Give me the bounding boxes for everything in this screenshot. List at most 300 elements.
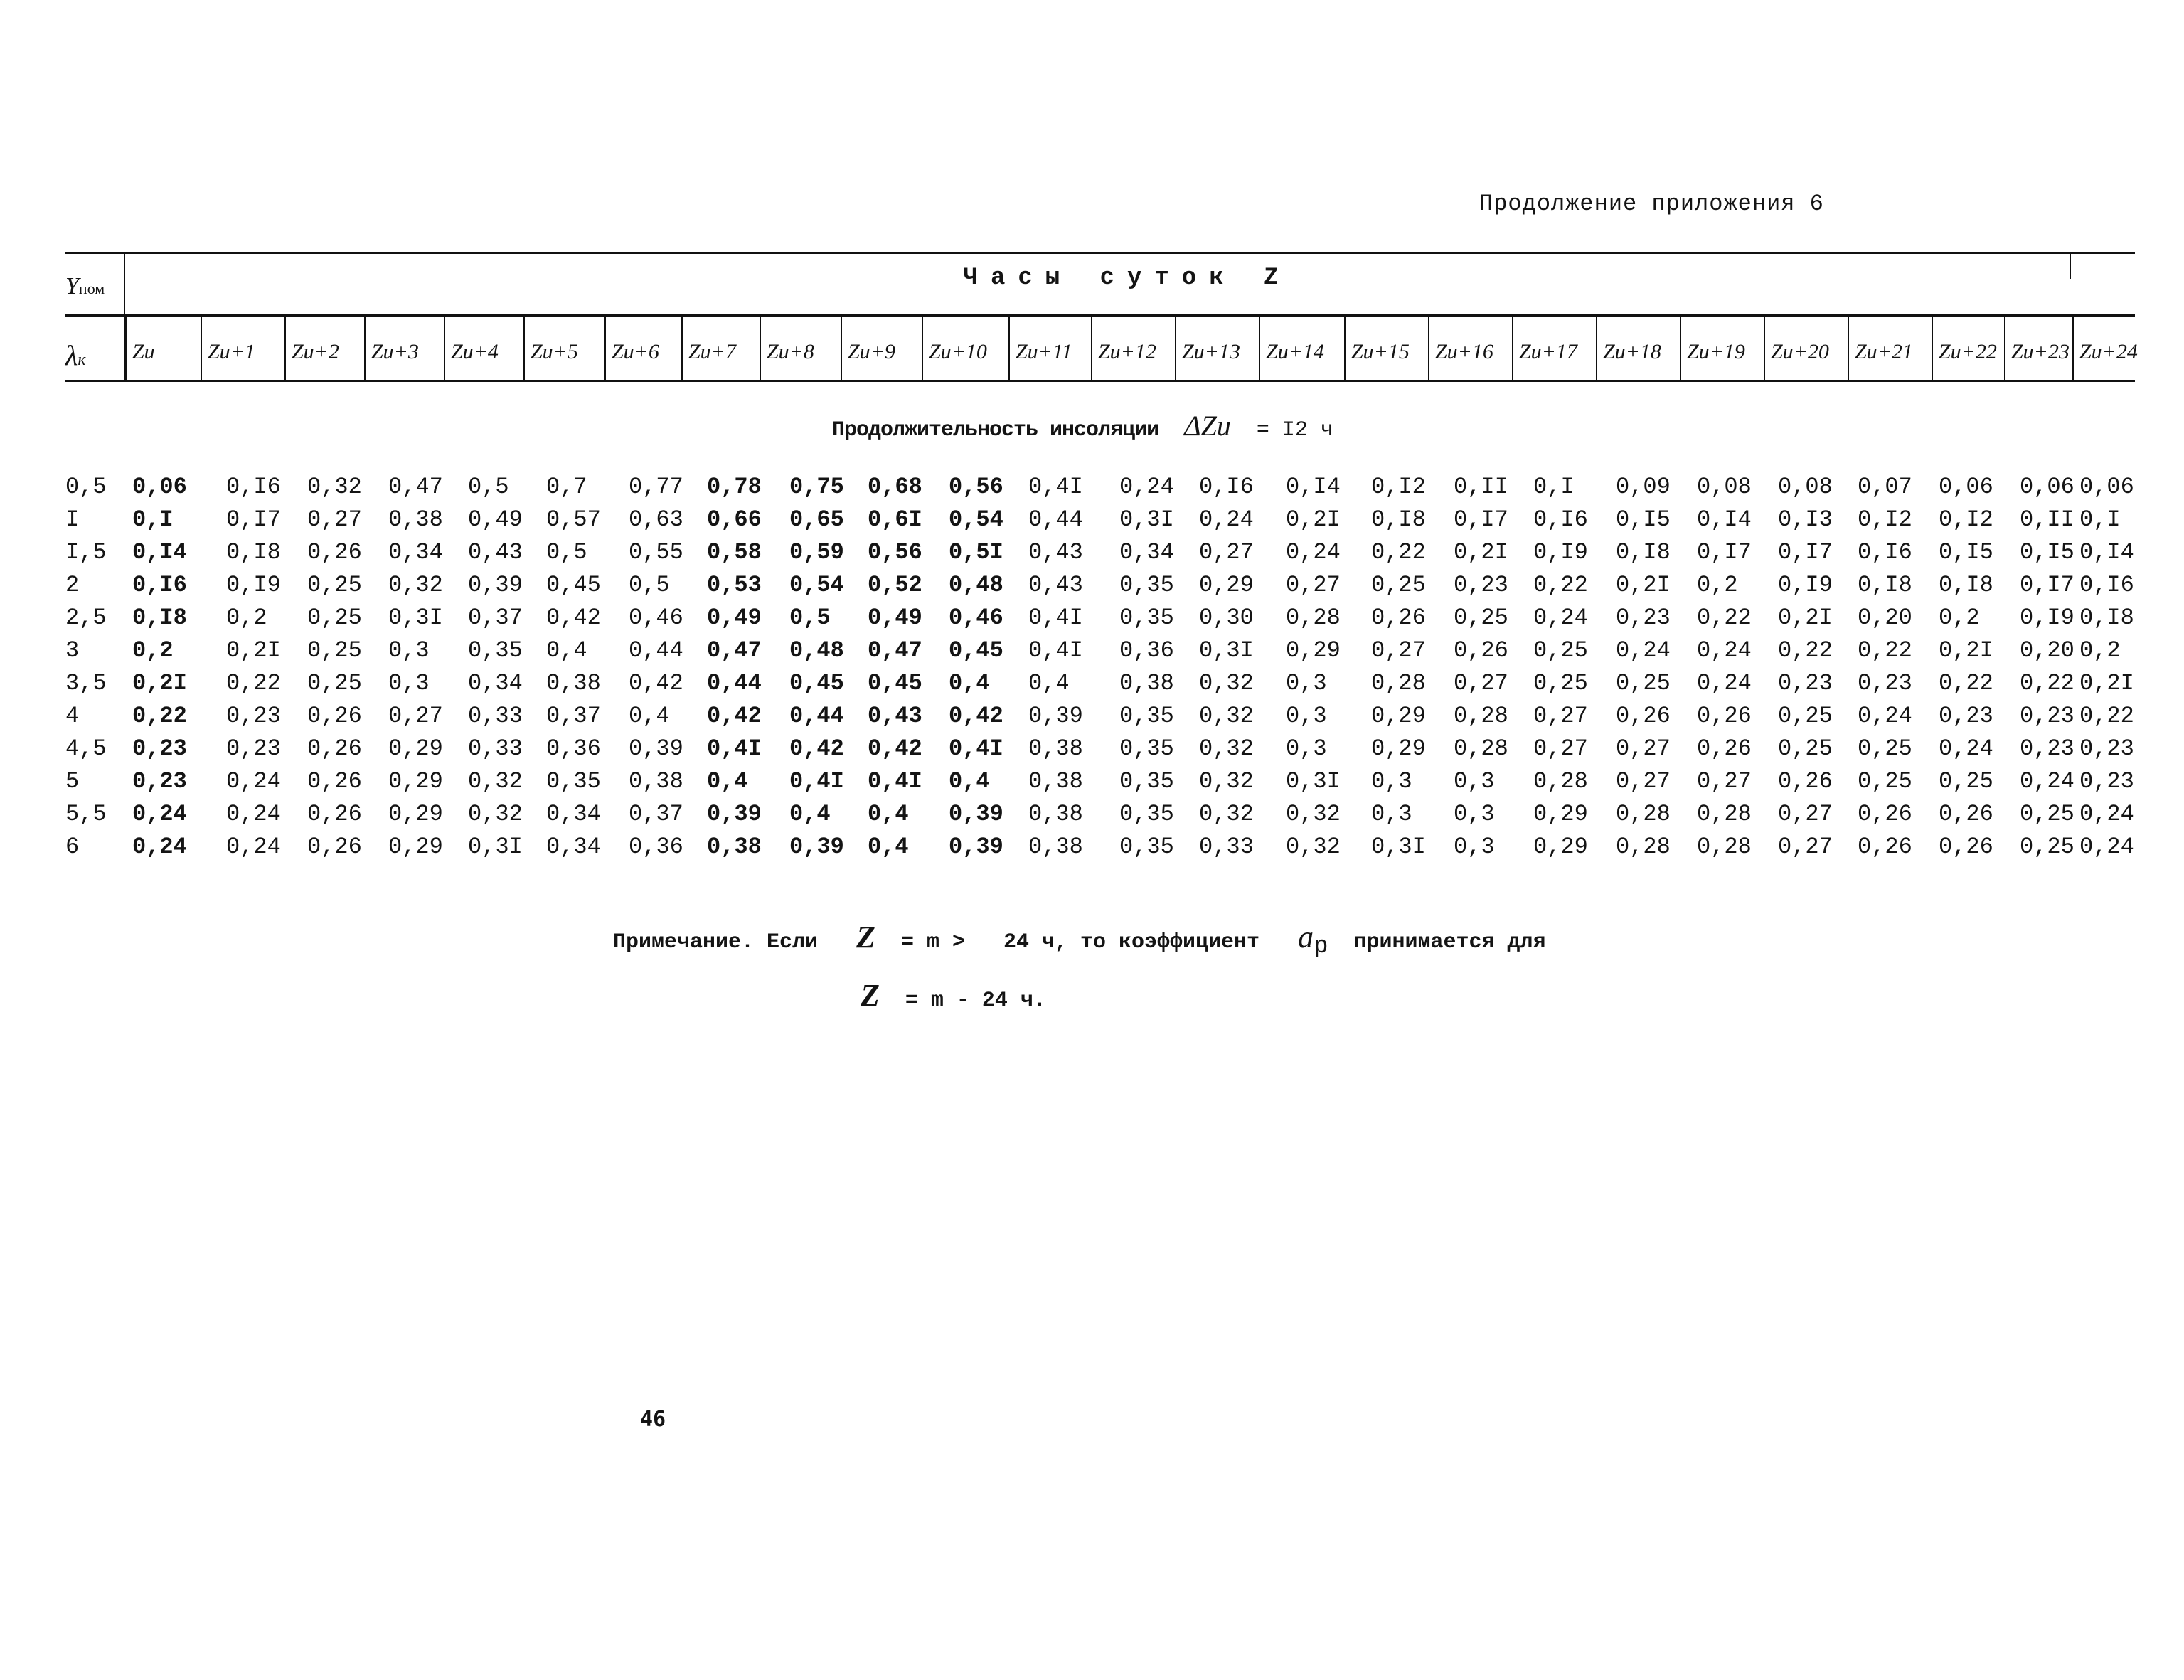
table-cell: 0,28 [1697,801,1752,827]
table-cell: 0,26 [1858,834,1912,860]
table-cell: 0,3 [1371,768,1412,794]
table-cell: 0,33 [468,735,523,762]
table-cell: 0,4 [949,670,990,696]
table-cell: 0,38 [1028,768,1083,794]
table-cell: 0,25 [1371,572,1426,598]
table-cell: 0,26 [1697,735,1752,762]
column-header: Zи+18 [1603,340,1661,363]
note2-z-symbol: Z [861,978,880,1013]
table-cell: 0,42 [789,735,844,762]
table-cell: 0,I6 [1858,539,1912,565]
table-cell: 0,43 [1028,572,1083,598]
table-cell: 0,06 [1939,474,1993,500]
table-cell: 0,32 [307,474,362,500]
table-cell: 0,28 [1697,834,1752,860]
table-cell: 0,2 [1697,572,1738,598]
table-cell: 0,25 [307,605,362,631]
table-cell: 0,I7 [1454,506,1508,533]
table-cell: 0,I8 [1616,539,1671,565]
table-cell: 0,I9 [1778,572,1833,598]
table-cell: 0,4 [707,768,748,794]
table-cell: 0,I5 [1939,539,1993,565]
row-label: 3 [65,637,80,664]
page-number: 46 [640,1407,666,1432]
table-cell: 0,34 [1119,539,1174,565]
table-cell: 0,I6 [132,572,187,598]
table-cell: 0,26 [1778,768,1833,794]
table-cell: 0,3I [1199,637,1254,664]
table-cell: 0,3I [1371,834,1426,860]
note-line-1 [613,919,1546,960]
table-cell: 0,36 [546,735,601,762]
table-cell: 0,32 [468,801,523,827]
table-cell: 0,49 [868,605,922,631]
table-cell: 0,23 [2079,768,2134,794]
table-cell: 0,24 [1119,474,1174,500]
table-cell: 0,42 [707,703,762,729]
table-cell: 0,4 [949,768,990,794]
column-header: Zи+17 [1519,340,1577,363]
table-cell: 0,66 [707,506,762,533]
row-label: 4 [65,703,80,729]
table-cell: 0,4I [949,735,1003,762]
table-cell: 0,34 [468,670,523,696]
table-cell: 0,32 [1199,768,1254,794]
column-header: Zи+22 [1939,340,1997,363]
table-cell: 0,23 [132,768,187,794]
table-cell: 0,38 [388,506,443,533]
table-cell: 0,34 [546,801,601,827]
table-cell: 0,44 [707,670,762,696]
section-subtitle [832,409,1333,442]
table-cell: 0,27 [1371,637,1426,664]
table-cell: 0,27 [1697,768,1752,794]
table-cell: 0,27 [1616,735,1671,762]
table-cell: 0,45 [789,670,844,696]
column-divider [364,316,366,380]
table-cell: 0,29 [1533,834,1588,860]
table-title: Часы суток Z [963,265,1291,292]
row-label: I,5 [65,539,107,565]
column-divider [922,316,923,380]
table-cell: 0,I8 [226,539,281,565]
table-cell: 0,3 [1454,768,1495,794]
table-cell: 0,26 [1939,834,1993,860]
table-cell: 0,I8 [1371,506,1426,533]
section-symbol: ΔZи [1184,410,1231,442]
table-top-rule [65,252,2135,254]
table-cell: 0,58 [707,539,762,565]
table-cell: 0,25 [2020,834,2074,860]
table-cell: 0,23 [1454,572,1508,598]
table-cell: 0,3I [1119,506,1174,533]
table-cell: 0,3 [1286,670,1327,696]
table-cell: 0,2I [1454,539,1508,565]
column-divider [1259,316,1260,380]
table-cell: 0,26 [307,768,362,794]
column-divider [681,316,683,380]
table-cell: 0,38 [546,670,601,696]
table-cell: 0,I7 [1697,539,1752,565]
table-cell: 0,42 [868,735,922,762]
table-cell: 0,49 [468,506,523,533]
table-cell: 0,56 [949,474,1003,500]
table-cell: 0,25 [1858,735,1912,762]
table-cell: 0,3I [1286,768,1341,794]
table-cell: 0,2I [1939,637,1993,664]
row-label: 0,5 [65,474,107,500]
column-header: Zи+4 [451,340,499,363]
column-header: Zи+11 [1016,340,1072,363]
table-cell: 0,24 [2020,768,2074,794]
table-cell: 0,29 [388,735,443,762]
table-cell: 0,39 [1028,703,1083,729]
table-cell: 0,25 [1858,768,1912,794]
y-label-sub: пом [78,280,105,297]
column-divider [604,316,606,380]
note-a-symbol: a [1298,920,1314,955]
table-cell: 0,36 [1119,637,1174,664]
table-cell: 0,25 [307,670,362,696]
table-cell: 0,3I [468,834,523,860]
table-cell: 0,45 [868,670,922,696]
table-cell: 0,4I [789,768,844,794]
table-cell: 0,39 [949,801,1003,827]
table-cell: 0,35 [1119,834,1174,860]
column-header: Zи+3 [371,340,419,363]
table-cell: 0,2I [132,670,187,696]
table-cell: 0,32 [468,768,523,794]
table-cell: 0,I2 [1371,474,1426,500]
table-cell: 0,39 [468,572,523,598]
table-cell: 0,35 [468,637,523,664]
column-header: Zи+9 [848,340,895,363]
table-cell: 0,56 [868,539,922,565]
table-cell: 0,22 [2020,670,2074,696]
table-cell: 0,28 [1616,834,1671,860]
table-cell: 0,38 [707,834,762,860]
table-cell: 0,24 [1286,539,1341,565]
table-cell: 0,32 [388,572,443,598]
table-cell: 0,27 [1454,670,1508,696]
table-cell: 0,20 [1858,605,1912,631]
column-divider [125,316,127,380]
table-cell: 0,44 [789,703,844,729]
table-cell: 0,23 [2020,735,2074,762]
table-cell: 0,27 [1199,539,1254,565]
table-cell: 0,32 [1199,703,1254,729]
table-cell: 0,35 [1119,703,1174,729]
table-cell: 0,26 [1616,703,1671,729]
table-cell: 0,24 [132,801,187,827]
table-cell: 0,25 [1778,703,1833,729]
table-cell: 0,5 [629,572,670,598]
table-cell: 0,26 [1697,703,1752,729]
table-cell: 0,25 [307,572,362,598]
table-cell: 0,I6 [1533,506,1588,533]
table-cell: 0,35 [1119,768,1174,794]
table-cell: 0,06 [2079,474,2134,500]
table-cell: 0,3 [1286,735,1327,762]
table-cell: 0,24 [1697,637,1752,664]
table-cell: 0,4 [868,834,909,860]
table-cell: 0,26 [1858,801,1912,827]
note2-text: = m - 24 ч. [905,989,1046,1013]
table-cell: 0,24 [1199,506,1254,533]
table-cell: 0,2I [1286,506,1341,533]
column-divider [2004,316,2005,380]
table-cell: 0,08 [1778,474,1833,500]
column-header: Zи+12 [1098,340,1156,363]
table-cell: 0,I5 [2020,539,2074,565]
table-cell: 0,27 [307,506,362,533]
table-cell: 0,39 [949,834,1003,860]
table-cell: 0,34 [546,834,601,860]
table-cell: 0,48 [789,637,844,664]
table-cell: 0,26 [1371,605,1426,631]
table-cell: 0,30 [1199,605,1254,631]
table-cell: 0,3 [1371,801,1412,827]
table-cell: 0,26 [307,801,362,827]
table-cell: 0,29 [388,834,443,860]
table-cell: 0,3 [388,670,430,696]
lambda-label [65,339,86,372]
table-cell: 0,37 [468,605,523,631]
table-cell: 0,23 [2020,703,2074,729]
table-cell: 0,53 [707,572,762,598]
column-divider [284,316,286,380]
column-divider [1344,316,1346,380]
y-label [65,273,105,300]
table-cell: 0,2 [1939,605,1980,631]
table-cell: 0,42 [949,703,1003,729]
column-header: Zи+8 [767,340,814,363]
y-label-symbol: Y [65,273,79,299]
table-cell: 0,46 [629,605,683,631]
column-divider [760,316,761,380]
column-divider [1428,316,1429,380]
table-cell: 0,I7 [226,506,281,533]
column-header: Zи+7 [688,340,736,363]
row-label: 6 [65,834,80,860]
table-cell: 0,23 [226,703,281,729]
table-cell: 0,22 [132,703,187,729]
table-cell: 0,08 [1697,474,1752,500]
table-cell: 0,22 [1778,637,1833,664]
table-cell: 0,26 [1939,801,1993,827]
table-cell: 0,59 [789,539,844,565]
table-cell: 0,4I [868,768,922,794]
table-cell: 0,I4 [1286,474,1341,500]
table-cell: 0,38 [1028,801,1083,827]
table-cell: 0,4I [1028,474,1083,500]
column-divider [444,316,445,380]
table-cell: 0,28 [1533,768,1588,794]
row-label: 5,5 [65,801,107,827]
table-cell: 0,27 [388,703,443,729]
table-cell: 0,2I [226,637,281,664]
column-divider [2072,316,2074,380]
table-cell: 0,07 [1858,474,1912,500]
table-cell: 0,28 [1371,670,1426,696]
table-cell: 0,I7 [1778,539,1833,565]
table-cell: 0,24 [226,834,281,860]
table-cell: 0,22 [1858,637,1912,664]
table-cell: 0,23 [1616,605,1671,631]
table-cell: 0,2I [2079,670,2134,696]
table-cell: 0,7 [546,474,587,500]
column-header: Zи+15 [1351,340,1410,363]
table-cell: 0,2I [1616,572,1671,598]
table-cell: 0,I8 [132,605,187,631]
table-cell: 0,29 [388,801,443,827]
table-cell: 0,37 [546,703,601,729]
table-cell: 0,47 [388,474,443,500]
table-cell: 0,22 [1697,605,1752,631]
table-cell: 0,25 [1454,605,1508,631]
table-cell: 0,22 [1939,670,1993,696]
table-cell: 0,32 [1199,801,1254,827]
table-cell: 0,39 [707,801,762,827]
table-cell: 0,3 [1454,834,1495,860]
table-cell: 0,33 [1199,834,1254,860]
table-cell: 0,45 [546,572,601,598]
table-cell: 0,06 [2020,474,2074,500]
row-label: 2 [65,572,80,598]
table-cell: 0,I6 [2079,572,2134,598]
table-cell: 0,35 [1119,605,1174,631]
table-cell: 0,6I [868,506,922,533]
table-cell: 0,I2 [1858,506,1912,533]
table-cell: 0,26 [307,735,362,762]
table-cell: 0,28 [1616,801,1671,827]
table-cell: 0,I9 [2020,605,2074,631]
table-cell: 0,I8 [2079,605,2134,631]
table-cell: 0,28 [1454,703,1508,729]
table-cell: 0,25 [307,637,362,664]
row-label: 3,5 [65,670,107,696]
table-cell: 0,78 [707,474,762,500]
table-cell: 0,I3 [1778,506,1833,533]
row-label: 5 [65,768,80,794]
table-cell: 0,24 [1858,703,1912,729]
column-header: Zи+2 [292,340,339,363]
table-cell: 0,I6 [226,474,281,500]
table-cell: 0,22 [1533,572,1588,598]
table-cell: 0,25 [1533,637,1588,664]
table-cell: 0,27 [1533,735,1588,762]
table-cell: 0,I9 [226,572,281,598]
table-cell: 0,29 [388,768,443,794]
table-cell: 0,75 [789,474,844,500]
table-bottom-rule [65,380,2135,382]
table-cell: 0,45 [949,637,1003,664]
table-cell: 0,5 [789,605,831,631]
table-cell: 0,24 [1533,605,1588,631]
table-cell: 0,2I [1778,605,1833,631]
column-header: Zи+6 [612,340,659,363]
table-cell: 0,28 [1286,605,1341,631]
table-cell: 0,55 [629,539,683,565]
table-cell: 0,32 [1286,834,1341,860]
table-cell: 0,39 [789,834,844,860]
table-cell: 0,4 [629,703,670,729]
column-divider [1175,316,1176,380]
column-header: Zи+19 [1687,340,1745,363]
column-divider [1764,316,1765,380]
table-cell: 0,68 [868,474,922,500]
table-cell: 0,38 [1119,670,1174,696]
table-cell: 0,54 [789,572,844,598]
column-divider [1680,316,1681,380]
table-cell: 0,36 [629,834,683,860]
table-cell: 0,63 [629,506,683,533]
table-cell: 0,26 [1454,637,1508,664]
table-cell: 0,06 [132,474,187,500]
table-cell: 0,43 [868,703,922,729]
table-cell: 0,26 [307,834,362,860]
column-header: Zи+16 [1435,340,1493,363]
column-divider [841,316,842,380]
table-cell: 0,38 [1028,735,1083,762]
table-cell: 0,23 [1858,670,1912,696]
table-cell: 0,49 [707,605,762,631]
note-z-symbol: Z [856,920,875,955]
table-cell: 0,22 [226,670,281,696]
table-cell: 0,24 [132,834,187,860]
table-cell: 0,38 [629,768,683,794]
table-cell: 0,24 [2079,834,2134,860]
table-cell: 0,25 [2020,801,2074,827]
table-cell: 0,23 [1778,670,1833,696]
table-cell: 0,47 [868,637,922,664]
table-cell: 0,23 [132,735,187,762]
table-cell: 0,29 [1371,703,1426,729]
table-cell: 0,I4 [1697,506,1752,533]
column-divider [1008,316,1010,380]
table-cell: 0,25 [1939,768,1993,794]
table-cell: 0,3I [388,605,443,631]
table-cell: 0,4 [1028,670,1070,696]
table-cell: 0,I [1533,474,1575,500]
table-cell: 0,4 [868,801,909,827]
table-cell: 0,4I [1028,637,1083,664]
table-cell: 0,27 [1286,572,1341,598]
note-line-2 [861,977,1046,1014]
column-divider [523,316,525,380]
table-cell: 0,48 [949,572,1003,598]
table-cell: 0,4I [1028,605,1083,631]
table-cell: 0,35 [1119,801,1174,827]
table-cell: 0,35 [546,768,601,794]
note-text: 24 ч, то коэффициент [1003,930,1260,955]
column-header: Zи+21 [1855,340,1913,363]
table-cell: 0,25 [1778,735,1833,762]
table-cell: 0,5I [949,539,1003,565]
column-header: Zи+14 [1266,340,1324,363]
table-cell: 0,37 [629,801,683,827]
table-cell: 0,44 [1028,506,1083,533]
column-header: Zи+5 [531,340,578,363]
table-cell: 0,I4 [132,539,187,565]
table-cell: 0,29 [1533,801,1588,827]
note-tail: принимается для [1353,930,1546,955]
section-value: = I2 ч [1256,418,1333,442]
table-cell: 0,35 [1119,572,1174,598]
row-label: 4,5 [65,735,107,762]
column-header: Zи+23 [2011,340,2070,363]
table-cell: 0,26 [307,539,362,565]
